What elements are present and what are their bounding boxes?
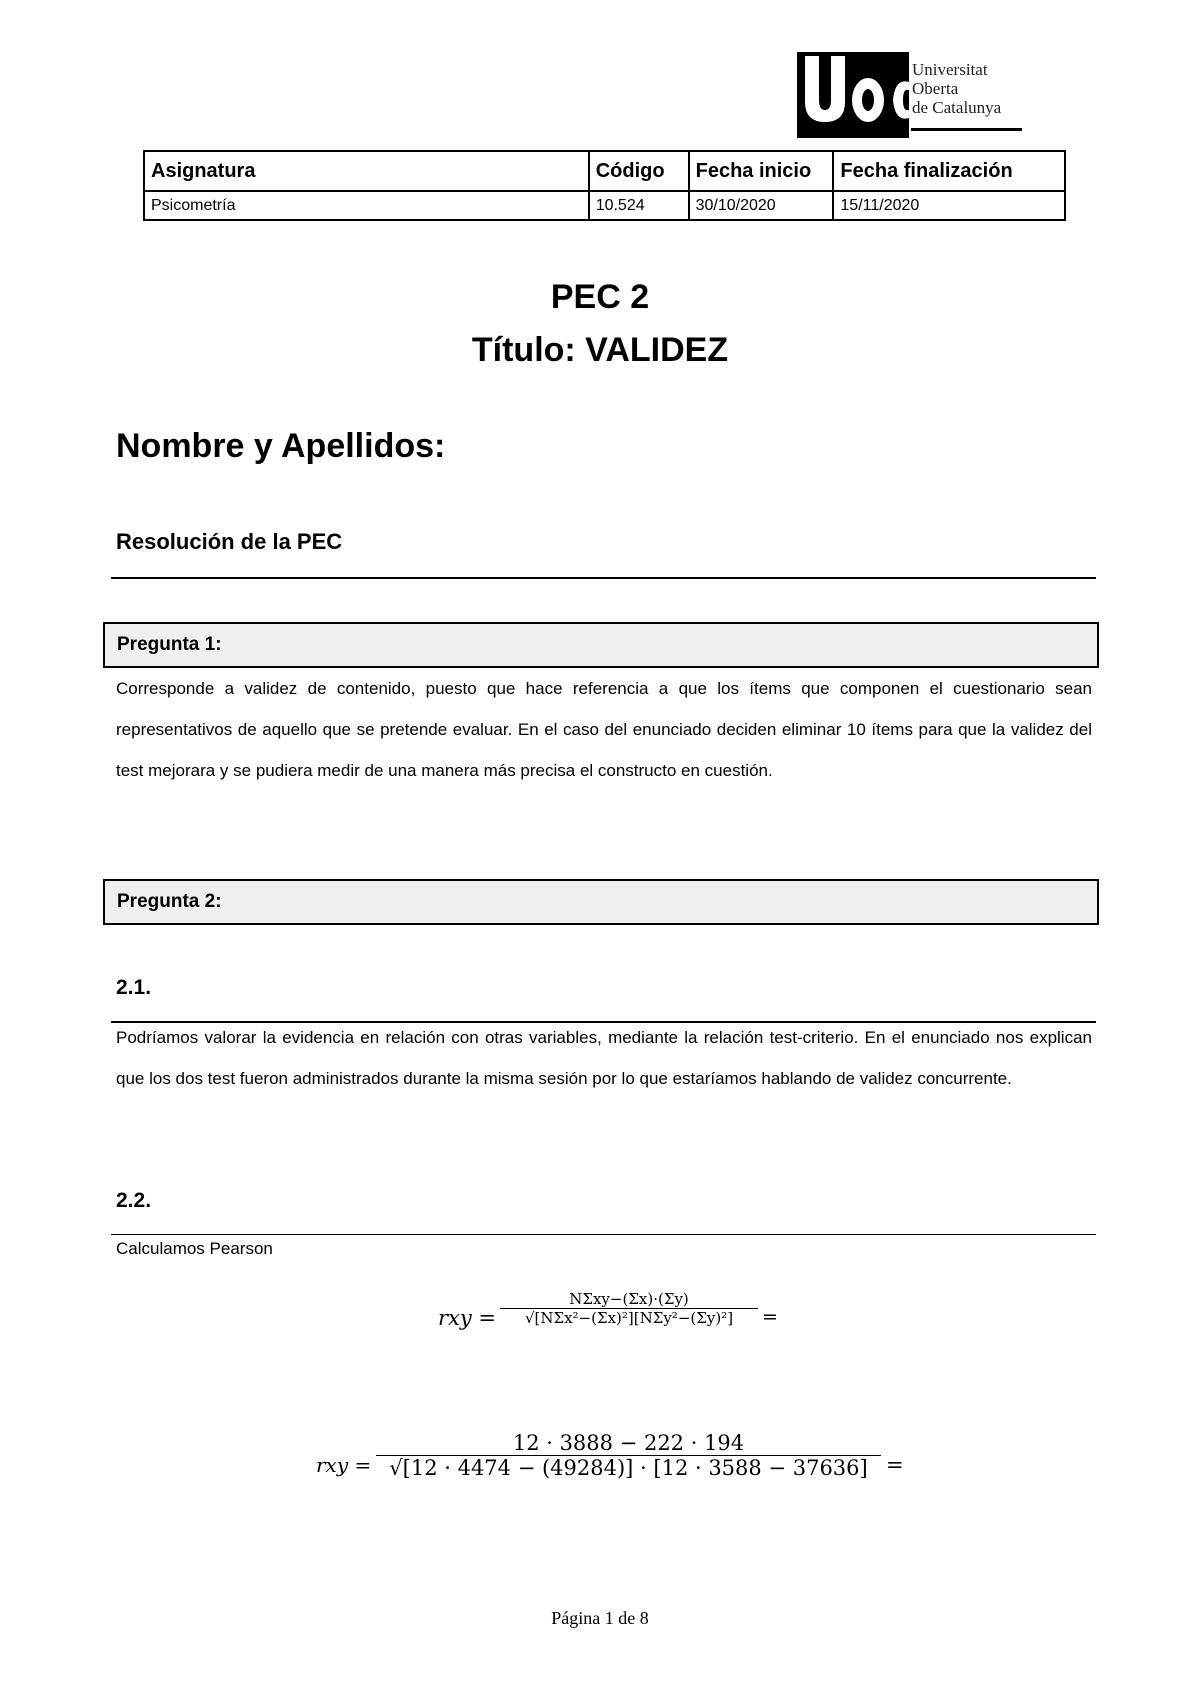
- logo-line-1: Universitat: [912, 60, 988, 79]
- document-title: PEC 2: [550, 278, 650, 316]
- formula-values-lhs: rxy =: [316, 1453, 372, 1477]
- formula-general-lhs: rxy =: [438, 1306, 497, 1330]
- formula-values-rhs: =: [886, 1453, 904, 1477]
- cell-asignatura: Psicometría: [144, 191, 589, 220]
- cell-fecha-inicio: 30/10/2020: [689, 191, 834, 220]
- formula-values-fraction: [376, 1431, 881, 1480]
- logo-wordmark: [912, 60, 1001, 117]
- logo-underline: [911, 128, 1022, 131]
- section-divider: [111, 577, 1096, 579]
- uoc-logo: [797, 52, 1022, 138]
- formula-general-rhs: =: [762, 1306, 778, 1328]
- formula-general-denominator: √[NΣx²−(Σx)²][NΣy²−(Σy)²]: [524, 1309, 734, 1327]
- header-codigo: Código: [589, 151, 689, 191]
- formula-general-numerator: NΣxy−(Σx)·(Σy): [569, 1290, 689, 1308]
- document-subtitle: Título: VALIDEZ: [471, 331, 729, 369]
- header-fecha-inicio: Fecha inicio: [689, 151, 834, 191]
- resolution-heading: Resolución de la PEC: [116, 529, 343, 554]
- header-asignatura: Asignatura: [144, 151, 589, 191]
- formula-values-denominator: √[12 · 4474 − (49284)] · [12 · 3588 − 37636]: [389, 1456, 868, 1480]
- header-fecha-finalizacion: Fecha finalización: [833, 151, 1065, 191]
- table-row: [144, 191, 1065, 220]
- uoc-logo-mark: [797, 52, 909, 138]
- question-1-answer: Corresponde a validez de contenido, puesto que hace referencia a que los ítems que componen el cuestionario sean representativos de aquello que se pretende evaluar. En el caso del enunciado deciden eliminar 10 ítems para que la validez del test mejorara y se pudiera medir de una manera más precisa el constructo en cuestión.: [116, 679, 1092, 780]
- section-2-2-divider: [111, 1234, 1096, 1235]
- name-heading: Nombre y Apellidos:: [116, 427, 446, 465]
- course-info-table: [143, 150, 1066, 221]
- formula-values-numerator: 12 · 3888 − 222 · 194: [512, 1431, 745, 1455]
- question-1-box: Pregunta 1:: [103, 622, 1099, 668]
- section-2-2-heading: 2.2.: [116, 1189, 152, 1212]
- table-header-row: [144, 151, 1065, 191]
- logo-line-2: Oberta: [912, 79, 959, 98]
- cell-fecha-finalizacion: 15/11/2020: [833, 191, 1065, 220]
- cell-codigo: 10.524: [589, 191, 689, 220]
- page-footer: Página 1 de 8: [551, 1608, 649, 1628]
- section-2-2-text: Calculamos Pearson: [116, 1239, 273, 1258]
- question-2-box: Pregunta 2:: [103, 879, 1099, 925]
- section-2-1-answer: Podríamos valorar la evidencia en relación con otras variables, mediante la relación test-criterio. En el enunciado nos explican que los dos test fueron administrados durante la misma sesión por lo que estaríamos hablando de validez concurrente.: [116, 1028, 1092, 1088]
- section-2-1-heading: 2.1.: [116, 976, 152, 999]
- logo-line-3: de Catalunya: [912, 98, 1002, 117]
- formula-general-fraction: [500, 1290, 758, 1327]
